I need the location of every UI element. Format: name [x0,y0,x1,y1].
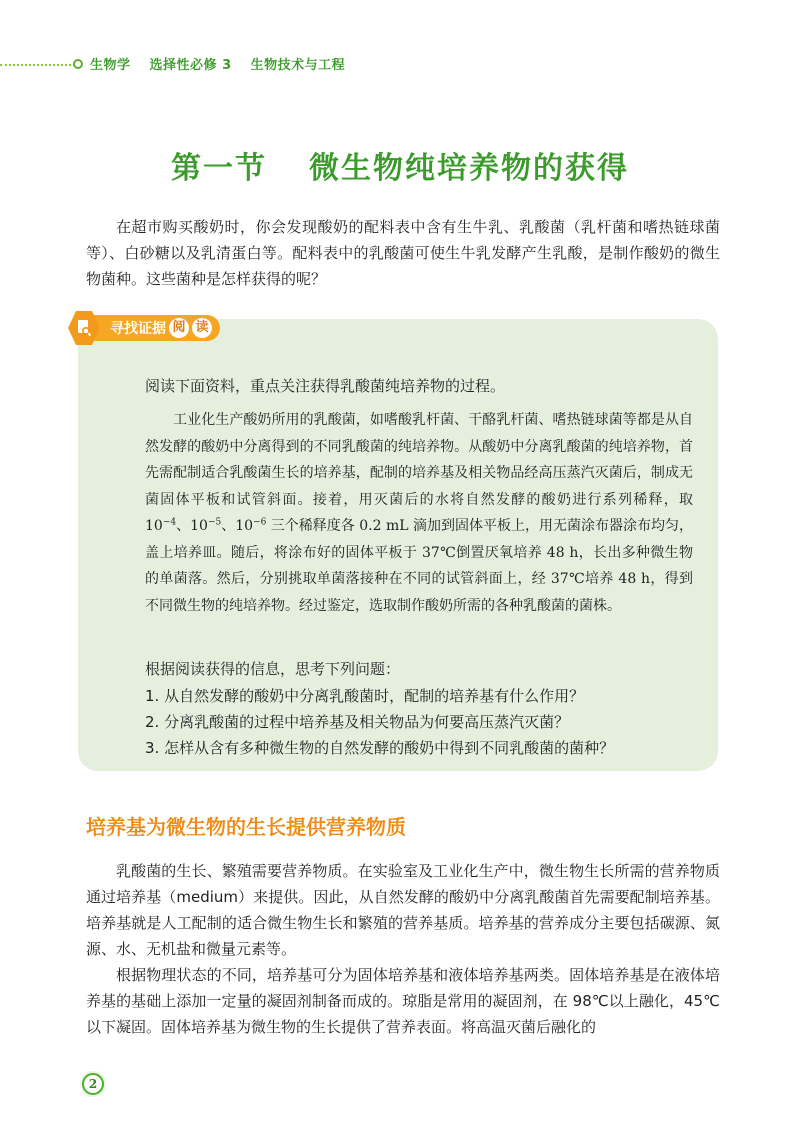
tab-badge-study: 读 [192,318,212,338]
question-item: 2. 分离乳酸菌的过程中培养基及相关物品为何要高压蒸汽灭菌？ [145,713,570,731]
reading-text-a: 工业化生产酸奶所用的乳酸菌，如嗜酸乳杆菌、干酪乳杆菌、嗜热链球菌等都是从自然发酵的酸奶中分离得到的不同乳酸菌的纯培养物。从酸奶中分离乳酸菌的纯培养物，首先需配制适合乳酸菌生长的培养基，配制的培养基及相关物品经高压蒸汽灭菌后，制成无菌固体平板和试管斜面。接着，用灭菌后的水将自然发酵的酸奶进行系列稀释，取 10 [145,412,694,534]
page-number: 2 [84,1075,102,1093]
reading-box-tab [68,311,220,345]
question-item: 3. 怎样从含有多种微生物的自然发酵的酸奶中得到不同乳酸菌的菌种？ [145,739,615,757]
reading-text-b: 三个稀释度各 0.2 mL 滴加到固体平板上，用无菌涂布器涂布均匀，盖上培养皿。随后，将涂布好的固体平板于 37℃倒置厌氧培养 48 h，长出多种微生物的单菌落。然后，分别挑取单菌落接种在不同的试管斜面上，经 37℃培养 48 h，得到不同微生物的纯培养物。经过鉴定，选取制作酸奶所需的各种乳酸菌的菌株。 [145,518,693,614]
question-list [145,683,614,761]
chapter-name: 微生物纯培养物的获得 [309,151,629,186]
question-item: 1. 从自然发酵的酸奶中分离乳酸菌时，配制的培养基有什么作用？ [145,687,585,705]
header-book: 生物技术与工程 [250,58,346,73]
reading-sep-2: 、10 [221,518,254,534]
reading-box-intro: 阅读下面资料，重点关注获得乳酸菌纯培养物的过程。 [145,377,506,395]
reading-box-label [92,315,220,341]
reading-sep-1: 、10 [176,518,208,534]
section-paragraph: 根据物理状态的不同，培养基可分为固体培养基和液体培养基两类。固体培养基是在液体培养基的基础上添加一定量的凝固剂制备而成的。琼脂是常用的凝固剂，在 98℃以上融化，45℃以下凝固。固体培养基为微生物的生长提供了营养表面。将高温灭菌后融化的 [86,966,720,1036]
header-bullet [73,59,83,69]
header-course: 选择性必修 3 [149,58,232,73]
header-subject: 生物学 [90,58,131,73]
chapter-title [0,143,800,187]
exponent-1: −4 [162,517,177,528]
tab-badge-read: 阅 [169,318,189,338]
header-dotted-rule [0,64,75,66]
intro-paragraph: 在超市购买酸奶时，你会发现酸奶的配料表中含有生牛乳、乳酸菌（乳杆菌和嗜热链球菌等）、白砂糖以及乳清蛋白等。配料表中的乳酸菌可使生牛乳发酵产生乳酸，是制作酸奶的微生物菌种。这些菌种是怎样获得的呢？ [86,218,720,288]
section-title: 培养基为微生物的生长提供营养物质 [86,815,406,839]
reading-passage [145,407,693,619]
exponent-2: −5 [207,517,222,528]
running-header [90,54,359,73]
tab-label-text: 寻找证据 [110,321,166,337]
question-intro: 根据阅读获得的信息，思考下列问题： [145,660,401,678]
page-number-badge [80,1071,106,1097]
exponent-3: −6 [253,517,267,528]
chapter-number: 第一节 [171,151,267,186]
section-paragraph: 乳酸菌的生长、繁殖需要营养物质。在实验室及工业化生产中，微生物生长所需的营养物质通过培养基（medium）来提供。因此，从自然发酵的酸奶中分离乳酸菌首先需要配制培养基。培养基就是人工配制的适合微生物生长和繁殖的营养基质。培养基的营养成分主要包括碳源、氮源、水、无机盐和微量元素等。 [86,862,720,958]
